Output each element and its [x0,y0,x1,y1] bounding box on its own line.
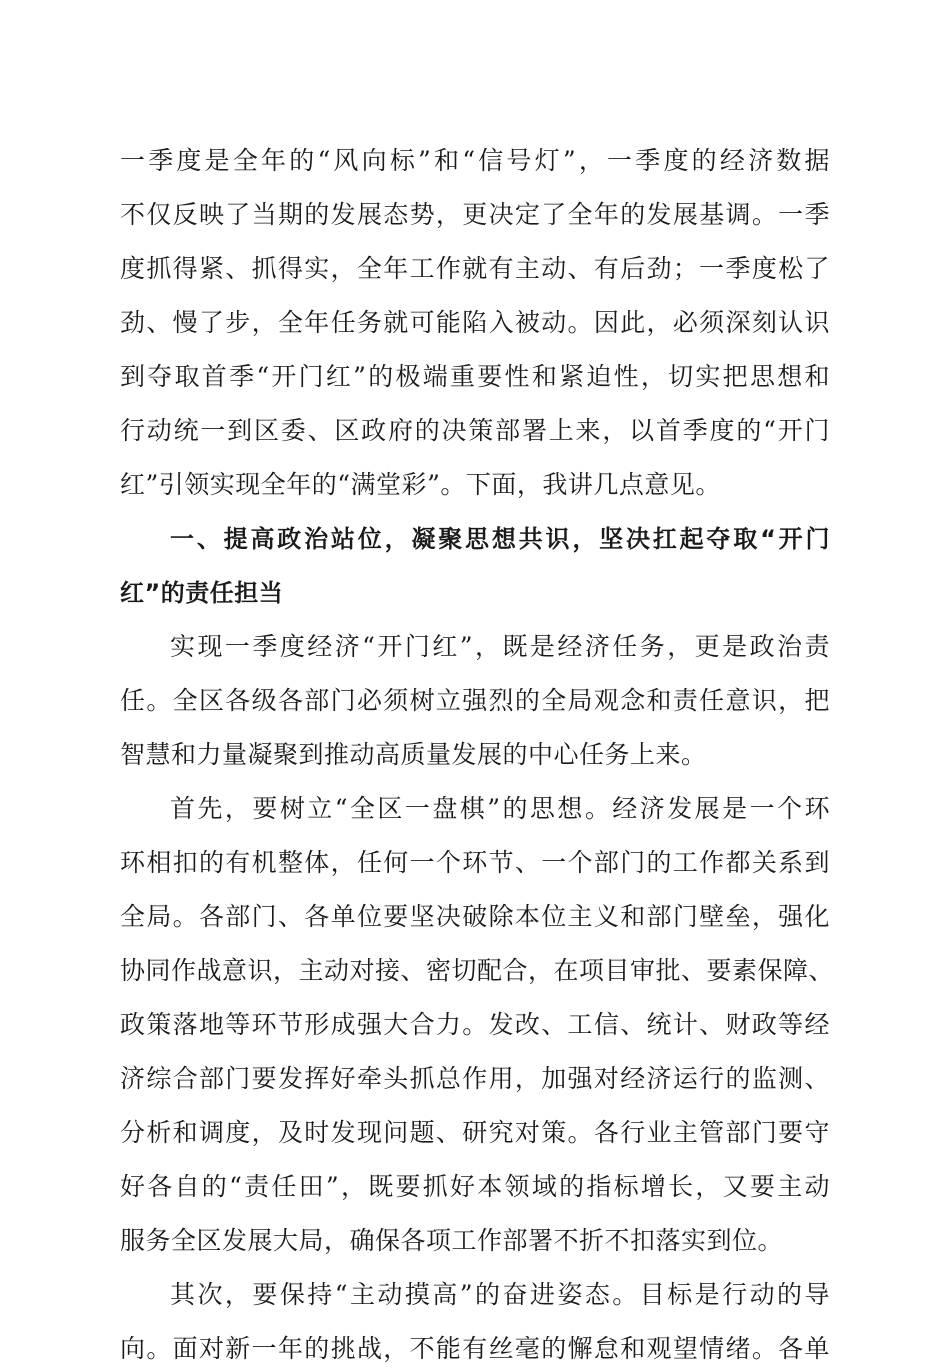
paragraph-line: 环相扣的有机整体，任何一个环节、一个部门的工作都关系到 [120,848,830,877]
paragraph-line: 向。面对新一年的挑战，不能有丝毫的懈怠和观望情绪。各单 [120,1334,830,1363]
paragraph-line: 服务全区发展大局，确保各项工作部署不折不扣落实到位。 [120,1226,784,1255]
paragraph-line: 分析和调度，及时发现问题、研究对策。各行业主管部门要守 [120,1118,830,1147]
section-heading: 一、提高政治站位，凝聚思想共识，坚决扛起夺取“开门 [170,525,830,553]
paragraph-line: 其次，要保持“主动摸高”的奋进姿态。目标是行动的导 [170,1280,830,1309]
paragraph-line: 全局。各部门、各单位要坚决破除本位主义和部门壁垒，强化 [120,902,830,931]
paragraph-line: 济综合部门要发挥好牵头抓总作用，加强对经济运行的监测、 [120,1064,830,1093]
paragraph-line: 一季度是全年的“风向标”和“信号灯”，一季度的经济数据 [120,146,830,175]
paragraph-line: 协同作战意识，主动对接、密切配合，在项目审批、要素保障、 [120,956,835,985]
paragraph-line: 不仅反映了当期的发展态势，更决定了全年的发展基调。一季 [120,200,830,229]
paragraph-line: 劲、慢了步，全年任务就可能陷入被动。因此，必须深刻认识 [120,308,830,337]
paragraph-line: 好各自的“责任田”，既要抓好本领域的指标增长，又要主动 [120,1172,830,1201]
paragraph-line: 首先，要树立“全区一盘棋”的思想。经济发展是一个环 [170,794,830,823]
paragraph-line: 红”引领实现全年的“满堂彩”。下面，我讲几点意见。 [120,470,721,499]
paragraph-line: 实现一季度经济“开门红”，既是经济任务，更是政治责 [170,632,830,661]
paragraph-line: 行动统一到区委、区政府的决策部署上来，以首季度的“开门 [120,416,830,445]
paragraph-line: 政策落地等环节形成强大合力。发改、工信、统计、财政等经 [120,1010,830,1039]
paragraph-line: 智慧和力量凝聚到推动高质量发展的中心任务上来。 [120,740,707,769]
paragraph-line: 任。全区各级各部门必须树立强烈的全局观念和责任意识，把 [120,686,830,715]
section-heading: 红”的责任担当 [120,579,284,607]
paragraph-line: 到夺取首季“开门红”的极端重要性和紧迫性，切实把思想和 [120,362,830,391]
paragraph-line: 度抓得紧、抓得实，全年工作就有主动、有后劲；一季度松了 [120,254,830,283]
